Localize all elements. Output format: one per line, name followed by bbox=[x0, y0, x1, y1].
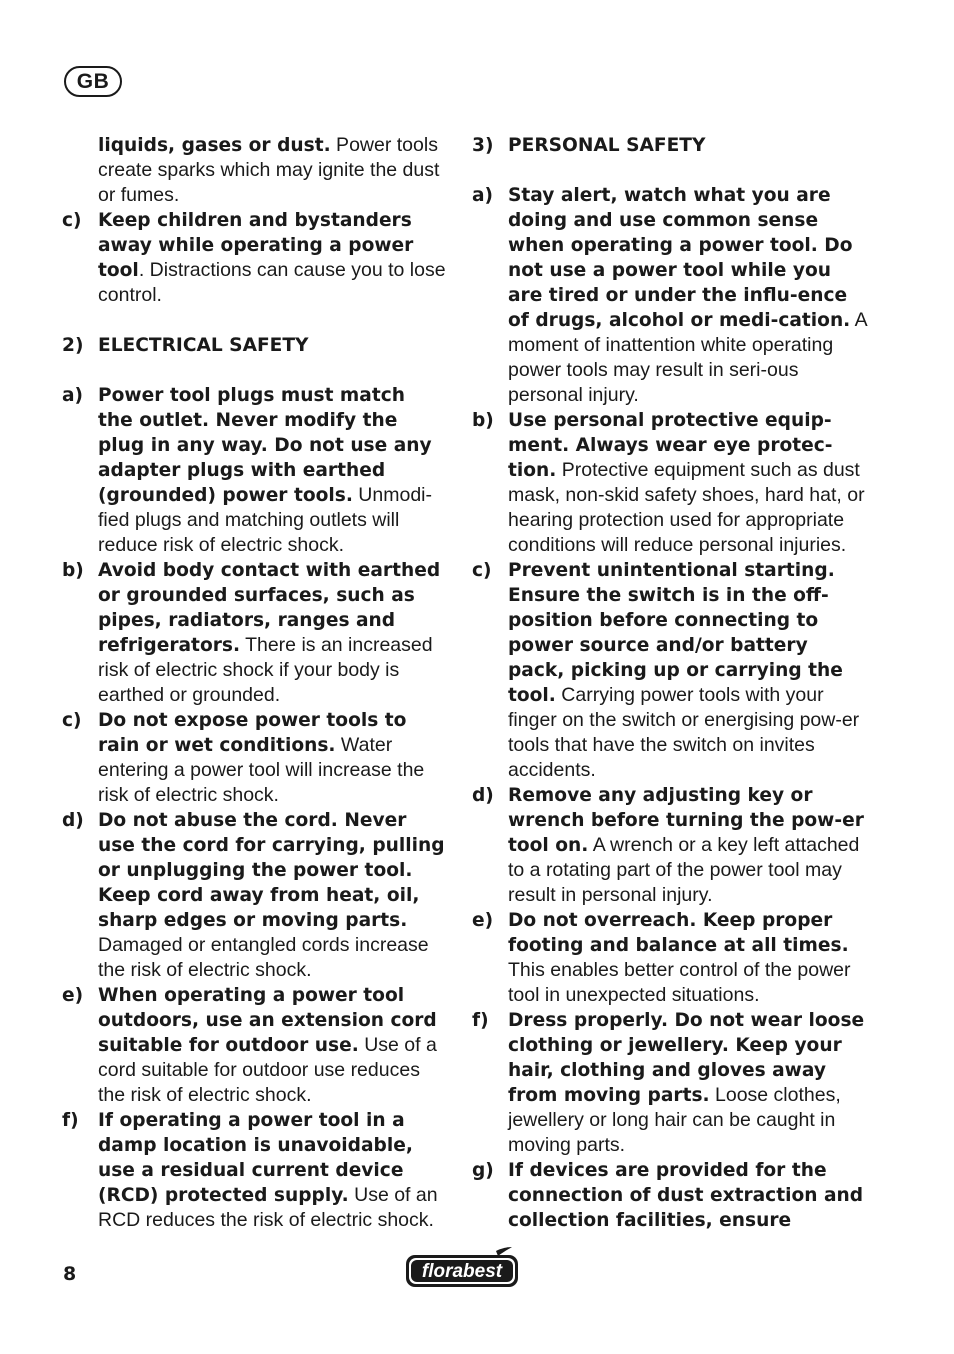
list-item bbox=[472, 783, 868, 908]
item-label: c) bbox=[472, 560, 492, 581]
item-bold-text: If operating a power tool in a damp location is unavoidable, use a residual current device (RCD) protected supply. bbox=[98, 1110, 413, 1206]
item-label: d) bbox=[62, 810, 84, 831]
item-bold-text: Do not abuse the cord. Never use the cord for carrying, pulling or unplugging the power tool. Keep cord away from heat, oil, sharp edges or moving parts. bbox=[98, 810, 445, 931]
logo-wordmark: florabest bbox=[421, 1261, 503, 1282]
item-label: d) bbox=[472, 785, 494, 806]
item-bold-text: Remove any adjusting key or wrench before turning the pow-er tool on. bbox=[508, 785, 864, 856]
item-bold-text: liquids, gases or dust. bbox=[98, 135, 331, 156]
list-item bbox=[472, 908, 868, 1008]
list-item bbox=[472, 183, 868, 408]
item-normal-text: Unmodi-fied plugs and matching outlets will reduce risk of electric shock. bbox=[98, 484, 432, 556]
item-normal-text: Water entering a power tool will increase the risk of electric shock. bbox=[98, 734, 425, 806]
list-item-continued bbox=[62, 133, 446, 208]
item-normal-text: . Distractions can cause you to lose control. bbox=[98, 259, 446, 306]
item-label: e) bbox=[62, 985, 84, 1006]
item-normal-text: A wrench or a key left attached to a rotating part of the power tool may result in personal injury. bbox=[508, 834, 860, 906]
item-normal-text: Use of a cord suitable for outdoor use reduces the risk of electric shock. bbox=[98, 1034, 437, 1106]
florabest-logo bbox=[404, 1244, 520, 1290]
item-label: g) bbox=[472, 1160, 494, 1181]
item-normal-text: A moment of inattention white operating power tools may result in seri-ous personal injury. bbox=[508, 309, 867, 406]
section-title: PERSONAL SAFETY bbox=[508, 135, 706, 156]
item-label: e) bbox=[472, 910, 494, 931]
list-item bbox=[472, 1158, 868, 1233]
item-label: a) bbox=[472, 185, 494, 206]
list-item bbox=[62, 1108, 446, 1233]
item-label: a) bbox=[62, 385, 84, 406]
item-bold-text: Keep children and bystanders away while operating a power tool bbox=[98, 210, 414, 281]
item-label: f) bbox=[472, 1010, 489, 1031]
item-bold-text: Dress properly. Do not wear loose clothing or jewellery. Keep your hair, clothing and gloves away from moving parts. bbox=[508, 1010, 865, 1106]
item-bold-text: Stay alert, watch what you are doing and use common sense when operating a power tool. Do not use a power tool while you are tired or under the influ-ence of drugs, alcohol or medi-cation. bbox=[508, 185, 853, 331]
list-item bbox=[62, 558, 446, 708]
item-normal-text: There is an increased risk of electric shock if your body is earthed or grounded. bbox=[98, 634, 433, 706]
section-number: 2) bbox=[62, 335, 84, 356]
section-heading-personal-safety bbox=[472, 133, 868, 158]
item-bold-text: When operating a power tool outdoors, use an extension cord suitable for outdoor use. bbox=[98, 985, 437, 1056]
section-title: ELECTRICAL SAFETY bbox=[98, 335, 309, 356]
list-item bbox=[62, 383, 446, 558]
list-item bbox=[472, 558, 868, 783]
item-bold-text: Use personal protective equip-ment. Always wear eye protec-tion. bbox=[508, 410, 833, 481]
left-column bbox=[62, 133, 446, 1233]
list-item bbox=[472, 1008, 868, 1158]
item-normal-text: Loose clothes, jewellery or long hair can be caught in moving parts. bbox=[508, 1084, 841, 1156]
list-item bbox=[62, 708, 446, 808]
personal-safety-list bbox=[472, 183, 868, 1233]
item-label: c) bbox=[62, 210, 82, 231]
item-label: b) bbox=[62, 560, 84, 581]
item-bold-text: Power tool plugs must match the outlet. Never modify the plug in any way. Do not use any adapter plugs with earthed (grounded) power tools. bbox=[98, 385, 432, 506]
list-item bbox=[62, 808, 446, 983]
item-label: c) bbox=[62, 710, 82, 731]
item-bold-text: Do not overreach. Keep proper footing and balance at all times. bbox=[508, 910, 849, 956]
list-item bbox=[62, 983, 446, 1108]
item-normal-text: This enables better control of the power tool in unexpected situations. bbox=[508, 959, 851, 1006]
list-item-c bbox=[62, 208, 446, 308]
item-normal-text: Power tools create sparks which may ignite the dust or fumes. bbox=[98, 134, 440, 206]
item-bold-text: Avoid body contact with earthed or grounded surfaces, such as pipes, radiators, ranges and refrigerators. bbox=[98, 560, 441, 656]
item-label: b) bbox=[472, 410, 494, 431]
item-bold-text: If devices are provided for the connection of dust extraction and collection facilities, ensure bbox=[508, 1160, 864, 1231]
item-bold-text: Do not expose power tools to rain or wet conditions. bbox=[98, 710, 407, 756]
item-label: f) bbox=[62, 1110, 79, 1131]
item-normal-text: Carrying power tools with your finger on the switch or energising pow-er tools that have the switch on invites accidents. bbox=[508, 684, 860, 781]
item-normal-text: Use of an RCD reduces the risk of electric shock. bbox=[98, 1184, 438, 1231]
page-number: 8 bbox=[63, 1263, 77, 1285]
section-heading-electrical-safety bbox=[62, 333, 446, 358]
item-normal-text: Damaged or entangled cords increase the risk of electric shock. bbox=[98, 934, 429, 981]
electrical-safety-list bbox=[62, 383, 446, 1233]
list-item bbox=[472, 408, 868, 558]
language-badge: GB bbox=[64, 66, 122, 97]
right-column bbox=[472, 133, 868, 1233]
item-bold-text: Prevent unintentional starting. Ensure the switch is in the off-position before connecting to power source and/or battery pack, picking up or carrying the tool. bbox=[508, 560, 843, 706]
section-number: 3) bbox=[472, 135, 494, 156]
item-normal-text: Protective equipment such as dust mask, non-skid safety shoes, hard hat, or hearing protection used for appropriate conditions will reduce personal injuries. bbox=[508, 459, 865, 556]
